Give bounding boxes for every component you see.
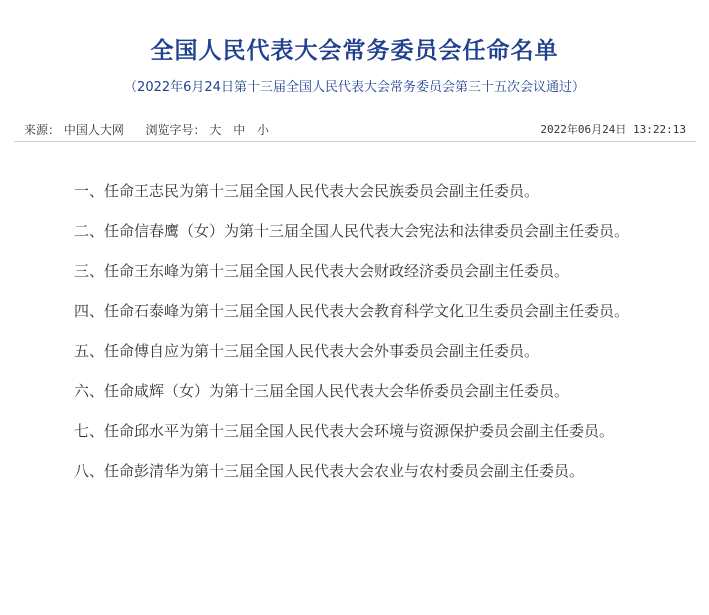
font-size-small-link[interactable]: 小 xyxy=(257,123,270,137)
appointment-paragraph: 二、任命信春鹰（女）为第十三届全国人民代表大会宪法和法律委员会副主任委员。 xyxy=(74,222,630,240)
appointment-paragraph: 六、任命咸辉（女）为第十三届全国人民代表大会华侨委员会副主任委员。 xyxy=(74,382,570,400)
appointment-paragraph: 一、任命王志民为第十三届全国人民代表大会民族委员会副主任委员。 xyxy=(74,182,540,200)
header-divider xyxy=(14,141,696,142)
appointment-paragraph: 五、任命傅自应为第十三届全国人民代表大会外事委员会副主任委员。 xyxy=(74,342,540,360)
page-subtitle: （2022年6月24日第十三届全国人民代表大会常务委员会第三十五次会议通过） xyxy=(124,80,585,95)
source-value: 中国人大网 xyxy=(63,123,124,137)
appointment-paragraph: 七、任命邱水平为第十三届全国人民代表大会环境与资源保护委员会副主任委员。 xyxy=(74,422,615,440)
meta-left xyxy=(24,121,277,139)
appointment-paragraph: 四、任命石泰峰为第十三届全国人民代表大会教育科学文化卫生委员会副主任委员。 xyxy=(74,302,630,320)
source-label: 来源： xyxy=(24,123,61,137)
font-size-medium-link[interactable]: 中 xyxy=(233,123,246,137)
font-size-label: 浏览字号： xyxy=(145,123,206,137)
publish-timestamp: 2022年06月24日 13:22:13 xyxy=(540,123,686,136)
appointment-paragraph: 三、任命王东峰为第十三届全国人民代表大会财政经济委员会副主任委员。 xyxy=(74,262,570,280)
article-body xyxy=(44,178,654,498)
appointment-paragraph: 八、任命彭清华为第十三届全国人民代表大会农业与农村委员会副主任委员。 xyxy=(74,462,585,480)
article-meta-bar xyxy=(24,121,686,139)
font-size-large-link[interactable]: 大 xyxy=(209,123,222,137)
page-title: 全国人民代表大会常务委员会任命名单 xyxy=(150,38,559,64)
